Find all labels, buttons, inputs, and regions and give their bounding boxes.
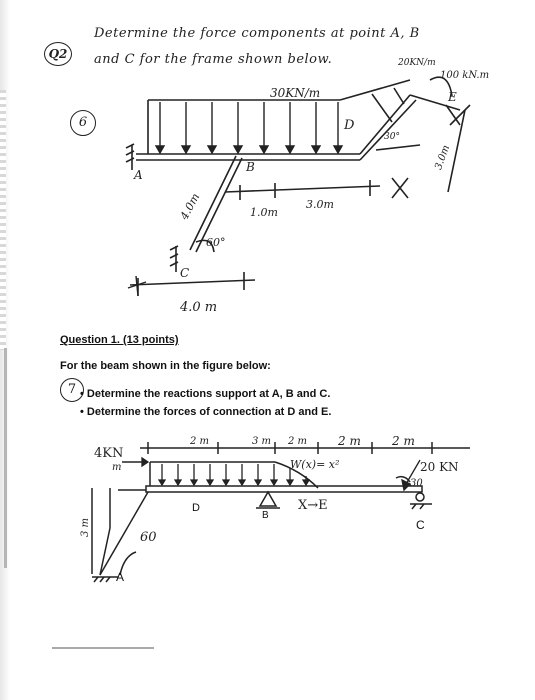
q2-angle-E: 30° <box>384 132 400 142</box>
q1-dim-b: 3 m <box>252 436 272 447</box>
q2-line2: and C for the frame shown below. <box>94 52 333 67</box>
q2-label-E: E <box>448 90 457 104</box>
q1-heading: Question 1. (13 points) <box>60 334 179 346</box>
q1-dim-a: 2 m <box>190 436 210 447</box>
q1-label-A: A <box>116 570 125 584</box>
q2-line1: Determine the force components at point A, B <box>94 26 420 41</box>
q1-label-B: B <box>262 510 269 521</box>
q1-force-left: 4KN <box>94 446 124 461</box>
q2-dim-3: 3.0m <box>306 198 334 211</box>
q1-tag: 7 <box>60 378 84 402</box>
q2-badge: Q2 <box>44 42 72 66</box>
q2-dim-member: 4.0m <box>177 191 203 222</box>
q2-label-A: A <box>134 168 143 182</box>
q2-dim-bottom: 4.0 m <box>180 300 218 315</box>
q2-label-C: C <box>180 266 190 280</box>
q1-load-function: W(x)= x² <box>290 458 340 471</box>
q1-force-left-unit: m <box>112 462 122 473</box>
q2-moment-label: 100 kN.m <box>440 70 490 81</box>
q2-dist-load-label: 30KN/m <box>270 86 321 100</box>
q1-dim-e: 2 m <box>392 434 415 448</box>
q1-label-E: X→E <box>298 498 328 513</box>
q1-angle-right: 30 <box>410 478 423 489</box>
q1-bullet-2-text: Determine the forces of connection at D and E. <box>86 406 332 418</box>
q1-label-D: D <box>192 502 200 514</box>
q2-incline-load-label: 20KN/m <box>398 58 436 68</box>
q2-label-B: B <box>246 160 255 174</box>
q2-tag: 6 <box>70 110 96 136</box>
q2-dim-right: 3.0m <box>433 143 453 172</box>
q1-label-C: C <box>416 518 425 532</box>
q1-angle-A: 60 <box>140 530 157 545</box>
q2-angle-C: 60° <box>206 236 226 249</box>
q1-dim-d: 2 m <box>338 434 361 448</box>
q1-dim-vertical: 3 m <box>80 517 92 538</box>
q1-force-right: 20 KN <box>420 460 459 474</box>
q2-dim-1: 1.0m <box>250 206 278 219</box>
q2-label-D: D <box>344 118 355 133</box>
q1-dim-c: 2 m <box>288 436 308 447</box>
q1-bullet-1: • Determine the reactions support at A, B and C. <box>80 388 331 400</box>
q1-bullet-2: • Determine the forces of connection at D and E. <box>80 406 332 418</box>
q1-bullet-1-text: Determine the reactions support at A, B and C. <box>86 388 331 400</box>
q1-intro: For the beam shown in the figure below: <box>60 360 271 372</box>
